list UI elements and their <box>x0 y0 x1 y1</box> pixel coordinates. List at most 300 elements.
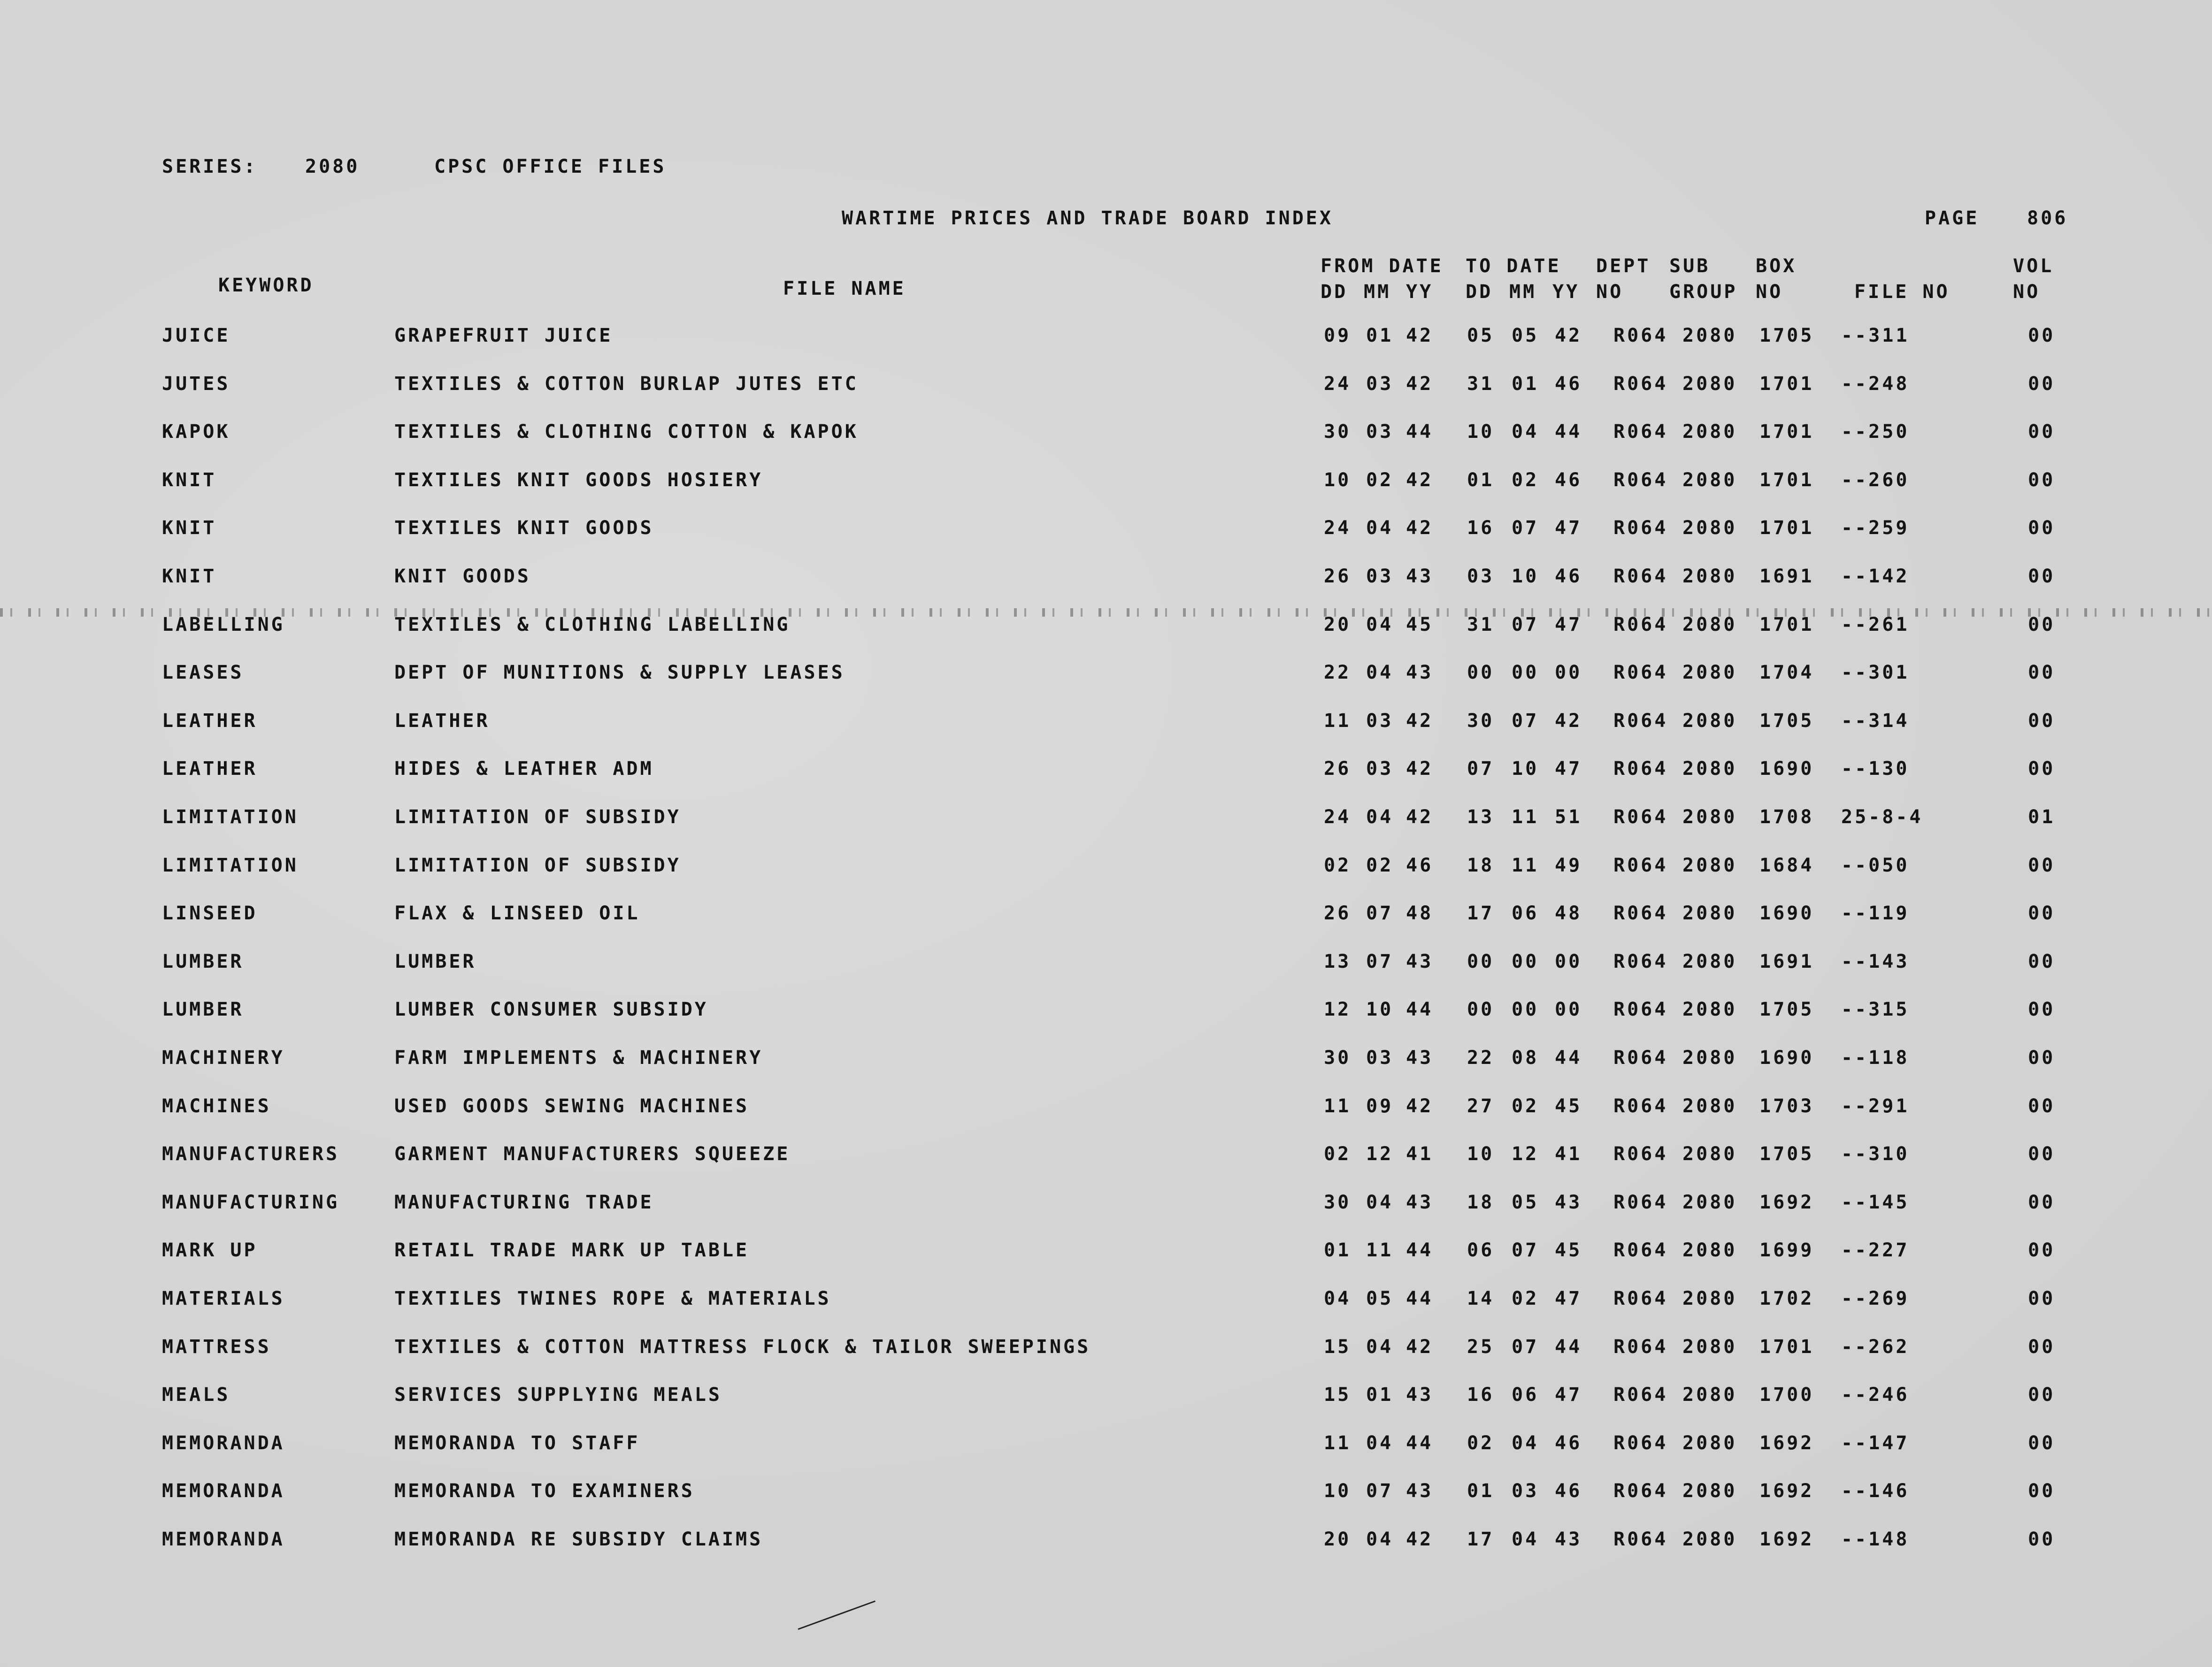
col-header-vol-no: NO <box>2013 281 2041 303</box>
row-to-dd: 22 <box>1467 1047 1495 1069</box>
row-keyword: LEASES <box>162 662 244 683</box>
row-sub-group: 2080 <box>1682 999 1737 1020</box>
row-to-mm: 01 <box>1512 373 1539 395</box>
row-dept-no: R064 <box>1613 855 1668 876</box>
row-file-no: --301 <box>1841 662 1910 683</box>
row-file-no: --146 <box>1841 1480 1910 1502</box>
col-header-from-yy: YY <box>1406 281 1434 303</box>
row-from-dd: 26 <box>1324 902 1352 924</box>
row-file-name: KNIT GOODS <box>394 566 531 587</box>
row-keyword: MATERIALS <box>162 1288 285 1309</box>
col-header-sub-group: GROUP <box>1669 281 1738 303</box>
table-row <box>0 1482 2212 1510</box>
series-label: SERIES: <box>162 156 258 177</box>
row-vol-no: 00 <box>2028 662 2056 683</box>
row-keyword: KAPOK <box>162 421 230 443</box>
row-vol-no: 00 <box>2028 373 2056 395</box>
table-row <box>0 519 2212 547</box>
table-row <box>0 1289 2212 1317</box>
row-from-dd: 10 <box>1324 1480 1352 1502</box>
row-box-no: 1692 <box>1759 1529 1814 1550</box>
row-to-yy: 45 <box>1555 1095 1582 1117</box>
table-row <box>0 1241 2212 1269</box>
table-row <box>0 326 2212 354</box>
row-to-dd: 01 <box>1467 1480 1495 1502</box>
row-to-yy: 42 <box>1555 325 1582 346</box>
row-file-name: DEPT OF MUNITIONS & SUPPLY LEASES <box>394 662 845 683</box>
row-to-mm: 07 <box>1512 517 1539 539</box>
row-keyword: MEMORANDA <box>162 1480 285 1502</box>
row-file-no: --130 <box>1841 758 1910 780</box>
row-from-yy: 42 <box>1406 1529 1434 1550</box>
index-title: WARTIME PRICES AND TRADE BOARD INDEX <box>842 207 1333 229</box>
row-to-mm: 03 <box>1512 1480 1539 1502</box>
row-from-dd: 26 <box>1324 566 1352 587</box>
row-keyword: LUMBER <box>162 999 244 1020</box>
row-from-dd: 24 <box>1324 806 1352 828</box>
row-keyword: MANUFACTURING <box>162 1192 340 1213</box>
row-box-no: 1699 <box>1759 1239 1814 1261</box>
row-vol-no: 00 <box>2028 758 2056 780</box>
row-to-yy: 43 <box>1555 1529 1582 1550</box>
row-sub-group: 2080 <box>1682 710 1737 732</box>
row-from-yy: 43 <box>1406 1047 1434 1069</box>
row-file-no: --310 <box>1841 1143 1910 1165</box>
row-keyword: MACHINES <box>162 1095 271 1117</box>
row-keyword: MEMORANDA <box>162 1432 285 1454</box>
row-from-mm: 05 <box>1366 1288 1394 1309</box>
row-to-mm: 11 <box>1512 855 1539 876</box>
row-sub-group: 2080 <box>1682 1192 1737 1213</box>
row-dept-no: R064 <box>1613 1047 1668 1069</box>
row-to-dd: 16 <box>1467 517 1495 539</box>
row-from-yy: 48 <box>1406 902 1434 924</box>
row-file-no: --227 <box>1841 1239 1910 1261</box>
col-header-keyword: KEYWORD <box>218 275 314 296</box>
row-file-name: TEXTILES KNIT GOODS HOSIERY <box>394 469 763 491</box>
row-dept-no: R064 <box>1613 758 1668 780</box>
table-row <box>0 1048 2212 1077</box>
row-to-yy: 47 <box>1555 517 1582 539</box>
row-box-no: 1690 <box>1759 902 1814 924</box>
row-to-mm: 02 <box>1512 469 1539 491</box>
row-sub-group: 2080 <box>1682 1529 1737 1550</box>
col-header-to-date: TO DATE <box>1466 255 1561 277</box>
row-from-yy: 46 <box>1406 855 1434 876</box>
row-dept-no: R064 <box>1613 806 1668 828</box>
row-from-mm: 01 <box>1366 325 1394 346</box>
row-to-mm: 04 <box>1512 421 1539 443</box>
row-to-dd: 25 <box>1467 1336 1495 1358</box>
row-dept-no: R064 <box>1613 1192 1668 1213</box>
row-vol-no: 01 <box>2028 806 2056 828</box>
col-header-file-name: FILE NAME <box>783 278 906 299</box>
col-header-from-dd: DD <box>1321 281 1348 303</box>
row-from-yy: 44 <box>1406 421 1434 443</box>
row-file-name: LUMBER CONSUMER SUBSIDY <box>394 999 708 1020</box>
row-box-no: 1701 <box>1759 373 1814 395</box>
table-row <box>0 375 2212 403</box>
row-from-yy: 42 <box>1406 1095 1434 1117</box>
row-to-dd: 02 <box>1467 1432 1495 1454</box>
row-from-mm: 04 <box>1366 1529 1394 1550</box>
row-from-mm: 04 <box>1366 1336 1394 1358</box>
col-header-to-yy: YY <box>1552 281 1580 303</box>
row-from-dd: 24 <box>1324 517 1352 539</box>
row-sub-group: 2080 <box>1682 1336 1737 1358</box>
row-from-yy: 43 <box>1406 1480 1434 1502</box>
series-number: 2080 <box>305 156 360 177</box>
row-from-dd: 24 <box>1324 373 1352 395</box>
row-from-dd: 15 <box>1324 1384 1352 1406</box>
row-dept-no: R064 <box>1613 951 1668 972</box>
row-vol-no: 00 <box>2028 1432 2056 1454</box>
row-box-no: 1700 <box>1759 1384 1814 1406</box>
row-to-mm: 00 <box>1512 999 1539 1020</box>
row-from-yy: 41 <box>1406 1143 1434 1165</box>
row-from-mm: 03 <box>1366 566 1394 587</box>
row-box-no: 1692 <box>1759 1480 1814 1502</box>
row-from-dd: 10 <box>1324 469 1352 491</box>
row-to-yy: 47 <box>1555 1384 1582 1406</box>
row-from-yy: 43 <box>1406 662 1434 683</box>
row-to-dd: 27 <box>1467 1095 1495 1117</box>
row-keyword: MARK UP <box>162 1239 258 1261</box>
row-sub-group: 2080 <box>1682 517 1737 539</box>
row-from-mm: 07 <box>1366 951 1394 972</box>
row-file-no: --248 <box>1841 373 1910 395</box>
row-from-yy: 43 <box>1406 1192 1434 1213</box>
row-to-dd: 00 <box>1467 999 1495 1020</box>
row-file-no: --269 <box>1841 1288 1910 1309</box>
row-vol-no: 00 <box>2028 1384 2056 1406</box>
row-file-no: --261 <box>1841 614 1910 635</box>
row-to-yy: 45 <box>1555 1239 1582 1261</box>
row-file-name: HIDES & LEATHER ADM <box>394 758 654 780</box>
row-to-yy: 00 <box>1555 951 1582 972</box>
row-to-dd: 03 <box>1467 566 1495 587</box>
row-from-mm: 04 <box>1366 614 1394 635</box>
table-row <box>0 808 2212 836</box>
row-vol-no: 00 <box>2028 614 2056 635</box>
row-from-mm: 04 <box>1366 806 1394 828</box>
row-file-no: --291 <box>1841 1095 1910 1117</box>
row-to-dd: 18 <box>1467 855 1495 876</box>
row-box-no: 1705 <box>1759 1143 1814 1165</box>
col-header-vol: VOL <box>2013 255 2054 277</box>
row-to-mm: 07 <box>1512 710 1539 732</box>
row-vol-no: 00 <box>2028 902 2056 924</box>
row-from-dd: 02 <box>1324 1143 1352 1165</box>
row-from-yy: 42 <box>1406 1336 1434 1358</box>
row-to-yy: 48 <box>1555 902 1582 924</box>
row-to-yy: 42 <box>1555 710 1582 732</box>
row-to-mm: 00 <box>1512 662 1539 683</box>
row-box-no: 1705 <box>1759 710 1814 732</box>
col-header-box: BOX <box>1756 255 1797 277</box>
row-sub-group: 2080 <box>1682 1047 1737 1069</box>
row-file-name: MANUFACTURING TRADE <box>394 1192 654 1213</box>
row-from-dd: 11 <box>1324 1432 1352 1454</box>
series-name: CPSC OFFICE FILES <box>434 156 667 177</box>
row-from-yy: 42 <box>1406 806 1434 828</box>
row-from-dd: 30 <box>1324 421 1352 443</box>
row-from-mm: 03 <box>1366 758 1394 780</box>
table-row <box>0 711 2212 740</box>
row-to-yy: 44 <box>1555 1336 1582 1358</box>
row-file-name: TEXTILES & COTTON BURLAP JUTES ETC <box>394 373 859 395</box>
row-file-no: --246 <box>1841 1384 1910 1406</box>
row-box-no: 1684 <box>1759 855 1814 876</box>
row-from-yy: 42 <box>1406 325 1434 346</box>
row-keyword: LUMBER <box>162 951 244 972</box>
table-row <box>0 663 2212 691</box>
row-to-yy: 47 <box>1555 1288 1582 1309</box>
row-from-mm: 10 <box>1366 999 1394 1020</box>
page-number: 806 <box>2027 207 2068 229</box>
row-dept-no: R064 <box>1613 1288 1668 1309</box>
row-keyword: MATTRESS <box>162 1336 271 1358</box>
row-to-yy: 51 <box>1555 806 1582 828</box>
row-from-mm: 03 <box>1366 373 1394 395</box>
row-vol-no: 00 <box>2028 1480 2056 1502</box>
table-row <box>0 422 2212 451</box>
row-file-no: 25-8-4 <box>1841 806 1923 828</box>
row-to-dd: 18 <box>1467 1192 1495 1213</box>
row-keyword: MACHINERY <box>162 1047 285 1069</box>
row-box-no: 1701 <box>1759 517 1814 539</box>
row-file-name: FLAX & LINSEED OIL <box>394 902 640 924</box>
row-file-name: RETAIL TRADE MARK UP TABLE <box>394 1239 750 1261</box>
row-file-name: TEXTILES KNIT GOODS <box>394 517 654 539</box>
row-to-dd: 31 <box>1467 373 1495 395</box>
row-to-mm: 10 <box>1512 566 1539 587</box>
col-header-from-mm: MM <box>1364 281 1391 303</box>
row-to-mm: 04 <box>1512 1432 1539 1454</box>
row-keyword: MANUFACTURERS <box>162 1143 340 1165</box>
col-header-sub: SUB <box>1669 255 1711 277</box>
table-row <box>0 1097 2212 1125</box>
row-vol-no: 00 <box>2028 951 2056 972</box>
row-vol-no: 00 <box>2028 421 2056 443</box>
row-to-dd: 30 <box>1467 710 1495 732</box>
row-to-mm: 07 <box>1512 1336 1539 1358</box>
row-dept-no: R064 <box>1613 902 1668 924</box>
row-to-yy: 41 <box>1555 1143 1582 1165</box>
row-keyword: KNIT <box>162 517 217 539</box>
row-from-dd: 20 <box>1324 1529 1352 1550</box>
row-dept-no: R064 <box>1613 566 1668 587</box>
row-to-dd: 10 <box>1467 421 1495 443</box>
row-dept-no: R064 <box>1613 710 1668 732</box>
row-from-dd: 12 <box>1324 999 1352 1020</box>
row-sub-group: 2080 <box>1682 1095 1737 1117</box>
row-sub-group: 2080 <box>1682 614 1737 635</box>
row-sub-group: 2080 <box>1682 1143 1737 1165</box>
row-to-mm: 02 <box>1512 1288 1539 1309</box>
row-to-mm: 06 <box>1512 902 1539 924</box>
row-to-yy: 44 <box>1555 1047 1582 1069</box>
row-box-no: 1708 <box>1759 806 1814 828</box>
row-vol-no: 00 <box>2028 855 2056 876</box>
row-to-dd: 17 <box>1467 902 1495 924</box>
row-file-no: --262 <box>1841 1336 1910 1358</box>
row-dept-no: R064 <box>1613 1432 1668 1454</box>
row-keyword: LEATHER <box>162 710 258 732</box>
row-from-dd: 01 <box>1324 1239 1352 1261</box>
row-from-yy: 44 <box>1406 999 1434 1020</box>
row-vol-no: 00 <box>2028 1143 2056 1165</box>
row-dept-no: R064 <box>1613 517 1668 539</box>
table-row <box>0 567 2212 595</box>
row-file-name: FARM IMPLEMENTS & MACHINERY <box>394 1047 763 1069</box>
table-row <box>0 1385 2212 1414</box>
row-from-dd: 30 <box>1324 1047 1352 1069</box>
row-file-no: --315 <box>1841 999 1910 1020</box>
row-from-mm: 03 <box>1366 710 1394 732</box>
row-box-no: 1690 <box>1759 758 1814 780</box>
row-file-name: MEMORANDA RE SUBSIDY CLAIMS <box>394 1529 763 1550</box>
row-vol-no: 00 <box>2028 1336 2056 1358</box>
row-file-no: --142 <box>1841 566 1910 587</box>
row-file-name: LIMITATION OF SUBSIDY <box>394 806 681 828</box>
row-to-mm: 10 <box>1512 758 1539 780</box>
row-from-mm: 12 <box>1366 1143 1394 1165</box>
table-row <box>0 1145 2212 1173</box>
row-to-dd: 00 <box>1467 662 1495 683</box>
row-from-yy: 42 <box>1406 710 1434 732</box>
row-file-name: GARMENT MANUFACTURERS SQUEEZE <box>394 1143 791 1165</box>
row-keyword: LIMITATION <box>162 855 299 876</box>
row-from-dd: 02 <box>1324 855 1352 876</box>
row-from-mm: 01 <box>1366 1384 1394 1406</box>
row-box-no: 1692 <box>1759 1432 1814 1454</box>
row-to-yy: 46 <box>1555 469 1582 491</box>
row-to-yy: 43 <box>1555 1192 1582 1213</box>
row-dept-no: R064 <box>1613 1336 1668 1358</box>
row-sub-group: 2080 <box>1682 566 1737 587</box>
table-row <box>0 1193 2212 1221</box>
row-to-dd: 06 <box>1467 1239 1495 1261</box>
row-to-yy: 00 <box>1555 662 1582 683</box>
row-vol-no: 00 <box>2028 1095 2056 1117</box>
row-keyword: JUICE <box>162 325 230 346</box>
row-to-dd: 13 <box>1467 806 1495 828</box>
row-vol-no: 00 <box>2028 999 2056 1020</box>
row-file-no: --148 <box>1841 1529 1910 1550</box>
row-from-mm: 03 <box>1366 421 1394 443</box>
row-from-dd: 13 <box>1324 951 1352 972</box>
row-vol-no: 00 <box>2028 1239 2056 1261</box>
row-sub-group: 2080 <box>1682 1432 1737 1454</box>
row-dept-no: R064 <box>1613 1239 1668 1261</box>
col-header-file-no: FILE NO <box>1854 281 1950 303</box>
row-dept-no: R064 <box>1613 1143 1668 1165</box>
col-header-dept-no: NO <box>1596 281 1624 303</box>
row-file-name: MEMORANDA TO STAFF <box>394 1432 640 1454</box>
row-vol-no: 00 <box>2028 517 2056 539</box>
table-row <box>0 1338 2212 1366</box>
row-file-no: --118 <box>1841 1047 1910 1069</box>
col-header-dept: DEPT <box>1596 255 1651 277</box>
row-vol-no: 00 <box>2028 1192 2056 1213</box>
row-to-dd: 05 <box>1467 325 1495 346</box>
row-to-yy: 47 <box>1555 614 1582 635</box>
row-file-no: --143 <box>1841 951 1910 972</box>
row-to-mm: 05 <box>1512 1192 1539 1213</box>
row-to-mm: 05 <box>1512 325 1539 346</box>
row-from-mm: 02 <box>1366 469 1394 491</box>
row-from-dd: 20 <box>1324 614 1352 635</box>
row-to-dd: 31 <box>1467 614 1495 635</box>
row-to-yy: 47 <box>1555 758 1582 780</box>
row-box-no: 1702 <box>1759 1288 1814 1309</box>
row-box-no: 1691 <box>1759 951 1814 972</box>
table-row <box>0 1434 2212 1462</box>
row-file-name: SERVICES SUPPLYING MEALS <box>394 1384 722 1406</box>
row-box-no: 1701 <box>1759 469 1814 491</box>
row-from-mm: 07 <box>1366 1480 1394 1502</box>
row-to-mm: 11 <box>1512 806 1539 828</box>
row-to-mm: 07 <box>1512 614 1539 635</box>
row-sub-group: 2080 <box>1682 1288 1737 1309</box>
row-to-dd: 17 <box>1467 1529 1495 1550</box>
table-row <box>0 856 2212 884</box>
row-from-yy: 45 <box>1406 614 1434 635</box>
table-row <box>0 1000 2212 1028</box>
row-from-yy: 42 <box>1406 517 1434 539</box>
row-keyword: LABELLING <box>162 614 285 635</box>
row-from-yy: 42 <box>1406 469 1434 491</box>
row-sub-group: 2080 <box>1682 1239 1737 1261</box>
row-dept-no: R064 <box>1613 421 1668 443</box>
row-keyword: JUTES <box>162 373 230 395</box>
row-box-no: 1703 <box>1759 1095 1814 1117</box>
row-to-yy: 49 <box>1555 855 1582 876</box>
row-keyword: LEATHER <box>162 758 258 780</box>
row-dept-no: R064 <box>1613 1384 1668 1406</box>
row-keyword: LIMITATION <box>162 806 299 828</box>
col-header-box-no: NO <box>1756 281 1783 303</box>
row-sub-group: 2080 <box>1682 325 1737 346</box>
row-to-yy: 00 <box>1555 999 1582 1020</box>
row-sub-group: 2080 <box>1682 758 1737 780</box>
row-file-name: TEXTILES & CLOTHING LABELLING <box>394 614 791 635</box>
row-dept-no: R064 <box>1613 1095 1668 1117</box>
row-sub-group: 2080 <box>1682 469 1737 491</box>
row-vol-no: 00 <box>2028 566 2056 587</box>
table-row <box>0 615 2212 643</box>
row-file-no: --147 <box>1841 1432 1910 1454</box>
row-from-dd: 22 <box>1324 662 1352 683</box>
row-file-name: TEXTILES & CLOTHING COTTON & KAPOK <box>394 421 859 443</box>
row-from-mm: 04 <box>1366 1192 1394 1213</box>
row-box-no: 1701 <box>1759 1336 1814 1358</box>
row-file-no: --259 <box>1841 517 1910 539</box>
row-file-no: --119 <box>1841 902 1910 924</box>
row-file-name: MEMORANDA TO EXAMINERS <box>394 1480 695 1502</box>
row-to-yy: 46 <box>1555 1480 1582 1502</box>
row-box-no: 1691 <box>1759 566 1814 587</box>
row-box-no: 1704 <box>1759 662 1814 683</box>
row-from-mm: 04 <box>1366 1432 1394 1454</box>
row-to-yy: 46 <box>1555 566 1582 587</box>
row-dept-no: R064 <box>1613 469 1668 491</box>
row-file-name: LIMITATION OF SUBSIDY <box>394 855 681 876</box>
row-file-name: TEXTILES TWINES ROPE & MATERIALS <box>394 1288 831 1309</box>
row-from-dd: 30 <box>1324 1192 1352 1213</box>
row-from-dd: 04 <box>1324 1288 1352 1309</box>
